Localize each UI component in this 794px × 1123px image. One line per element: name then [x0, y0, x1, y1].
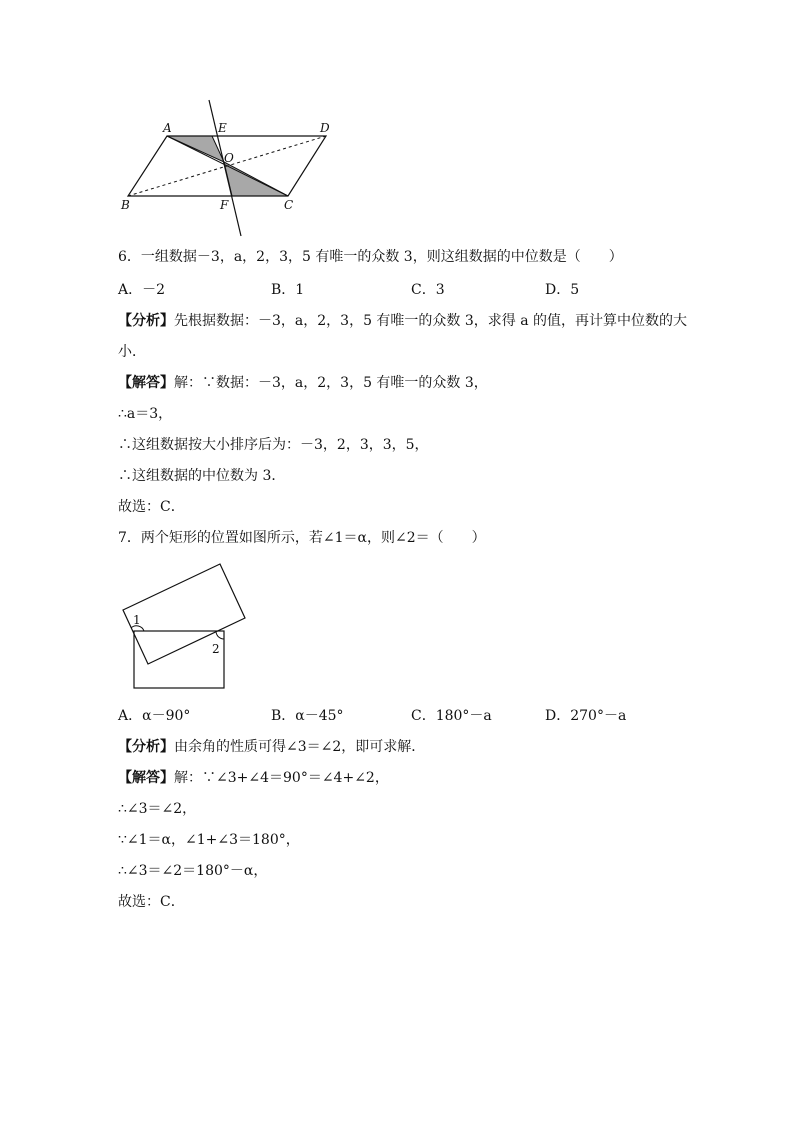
two-rectangles-figure — [115, 558, 265, 698]
q6-option-d: D．5 — [545, 282, 580, 298]
q7-option-a: A．α－90° — [118, 708, 191, 724]
q7-solution-step4: ∴∠3＝∠2＝180°－α， — [118, 863, 268, 879]
q6-solution — [118, 373, 488, 393]
q7-option-b: B．α－45° — [271, 708, 344, 724]
angle-1-label: 1 — [133, 613, 141, 627]
q6-analysis-continued: 小． — [118, 344, 146, 360]
q6-solution-tag: 【解答】 — [118, 375, 174, 391]
q6-analysis — [118, 311, 687, 331]
label-a: A — [163, 121, 172, 135]
q7-solution-text: 解：∵∠3+∠4＝90°＝∠4+∠2， — [174, 770, 389, 786]
label-d: D — [320, 121, 330, 135]
q6-choice: 故选：C． — [118, 499, 185, 515]
label-b: B — [121, 198, 130, 212]
q6-analysis-tag: 【分析】 — [118, 313, 174, 329]
q6-solution-step4: ∴这组数据的中位数为 3． — [118, 468, 286, 484]
q6-solution-text: 解：∵数据：－3，a，2，3，5 有唯一的众数 3， — [174, 375, 488, 391]
angle-2-arc — [216, 632, 224, 639]
q7-analysis-text: 由余角的性质可得∠3＝∠2，即可求解． — [174, 739, 426, 755]
q6-option-a: A．－2 — [118, 282, 166, 298]
parallelogram-figure — [110, 95, 350, 240]
label-o: O — [224, 151, 234, 165]
q6-option-b: B．1 — [271, 282, 305, 298]
label-c: C — [284, 198, 294, 212]
q6-solution-step2: ∴a＝3， — [118, 406, 173, 422]
q7-analysis-tag: 【分析】 — [118, 739, 174, 755]
label-e: E — [218, 121, 227, 135]
q7-solution-tag: 【解答】 — [118, 770, 174, 786]
q6-solution-step3: ∴这组数据按大小排序后为：－3，2，3，3，5， — [118, 437, 429, 453]
q7-solution — [118, 768, 389, 788]
q7-solution-step2: ∴∠3＝∠2， — [118, 801, 197, 817]
diagonal-bd-dashed — [128, 136, 326, 196]
q7-analysis — [118, 737, 425, 757]
q6-option-c: C．3 — [411, 282, 445, 298]
q7-option-d: D．270°－a — [545, 708, 627, 724]
q6-analysis-text: 先根据数据：－3，a，2，3，5 有唯一的众数 3，求得 a 的值，再计算中位数的大 — [174, 313, 688, 329]
label-f: F — [220, 198, 229, 212]
q7-option-c: C．180°－a — [411, 708, 492, 724]
tilted-rectangle — [123, 564, 245, 664]
q7-stem: 7．两个矩形的位置如图所示，若∠1＝α，则∠2＝（ ） — [118, 530, 486, 546]
angle-2-label: 2 — [212, 642, 220, 656]
q6-stem: 6．一组数据－3，a，2，3，5 有唯一的众数 3，则这组数据的中位数是（ ） — [118, 249, 623, 265]
lower-rectangle — [134, 631, 224, 688]
q7-solution-step3: ∵∠1＝α，∠1+∠3＝180°， — [118, 832, 300, 848]
q7-choice: 故选：C． — [118, 894, 185, 910]
